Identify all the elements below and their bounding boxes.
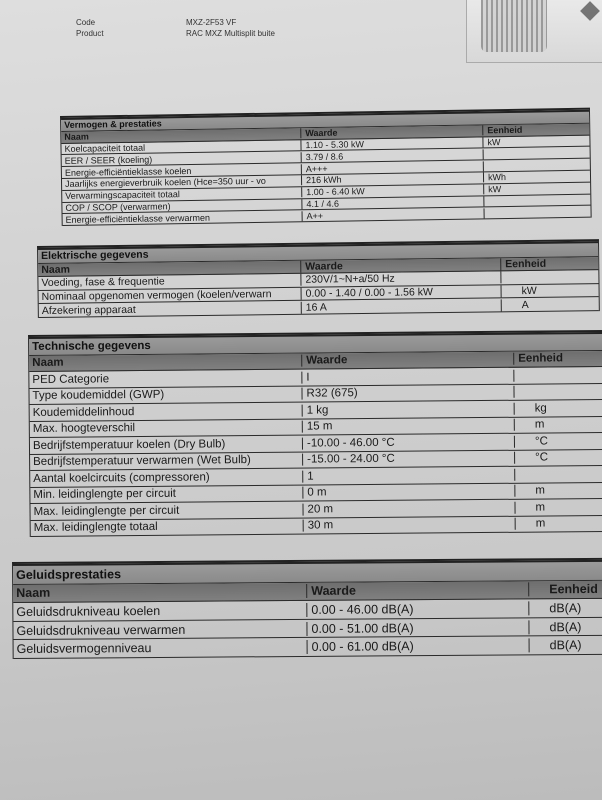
vermogen-table bbox=[60, 108, 592, 226]
col-waarde-header: Waarde bbox=[301, 126, 483, 139]
cell-eenheid bbox=[484, 164, 588, 166]
technisch-title-text: Technische gegevens bbox=[32, 339, 151, 353]
cell-waarde: 16 A bbox=[302, 299, 502, 313]
cell-waarde: I bbox=[302, 370, 514, 384]
cell-eenheid: m bbox=[535, 484, 546, 497]
cell-waarde: 20 m bbox=[303, 502, 515, 516]
cell-naam: Energie-efficiëntieklasse koelen bbox=[62, 164, 302, 178]
cell-eenheid bbox=[501, 277, 598, 278]
elektrisch-table bbox=[37, 239, 600, 318]
cell-waarde: 1 bbox=[303, 469, 515, 483]
cell-waarde: 1.00 - 6.40 kW bbox=[302, 185, 484, 198]
cell-eenheid: °C bbox=[535, 451, 549, 464]
cell-waarde: 4.1 / 4.6 bbox=[302, 196, 484, 209]
cell-eenheid: dB(A) bbox=[549, 619, 582, 634]
cell-waarde: 0.00 - 46.00 dB(A) bbox=[307, 601, 529, 617]
cell-naam: Bedrijfstemperatuur koelen (Dry Bulb) bbox=[30, 437, 303, 451]
geluid-table bbox=[12, 558, 602, 659]
cell-waarde: 0.00 - 1.40 / 0.00 - 1.56 kW bbox=[302, 285, 502, 299]
cell-naam: Nominaal opgenomen vermogen (koelen/verwarn bbox=[39, 288, 302, 303]
cell-waarde: 230V/1~N+a/50 Hz bbox=[301, 272, 501, 286]
cell-eenheid: kW bbox=[521, 284, 537, 298]
cell-eenheid: dB(A) bbox=[549, 638, 582, 653]
cell-eenheid: A bbox=[521, 298, 529, 311]
cell-waarde: A+++ bbox=[302, 161, 484, 174]
cell-naam: Koelcapaciteit totaal bbox=[61, 140, 301, 154]
cell-naam: Verwarmingscapaciteit totaal bbox=[62, 187, 302, 201]
code-label: Code bbox=[76, 18, 96, 27]
cell-eenheid bbox=[515, 391, 602, 392]
col-eenheid-header: Eenheid bbox=[487, 124, 523, 136]
vermogen-title-text: Vermogen & prestaties bbox=[64, 118, 162, 131]
geluid-title-text: Geluidsprestaties bbox=[16, 567, 122, 582]
cell-waarde: 0 m bbox=[303, 485, 515, 499]
col-waarde-header: Waarde bbox=[301, 258, 501, 272]
cell-waarde: 30 m bbox=[304, 518, 516, 532]
cell-eenheid bbox=[485, 211, 589, 213]
cell-naam: EER / SEER (koeling) bbox=[62, 152, 302, 166]
cell-waarde: -15.00 - 24.00 °C bbox=[303, 452, 515, 466]
col-naam-header: Naam bbox=[61, 128, 301, 142]
col-eenheid-header: Eenheid bbox=[549, 582, 598, 597]
cell-eenheid: dB(A) bbox=[549, 601, 582, 616]
cell-eenheid: kWh bbox=[487, 172, 507, 183]
table-row bbox=[14, 636, 602, 659]
cell-waarde: 1 kg bbox=[303, 403, 515, 417]
cell-eenheid: m bbox=[535, 517, 546, 530]
col-naam-header: Naam bbox=[29, 355, 302, 369]
cell-naam: Type koudemiddel (GWP) bbox=[29, 388, 302, 402]
cell-eenheid bbox=[515, 474, 602, 475]
cell-naam: COP / SCOP (verwarmen) bbox=[62, 199, 302, 213]
cell-naam: Min. leidinglengte per circuit bbox=[30, 487, 303, 501]
cell-eenheid: kg bbox=[534, 402, 547, 415]
product-header bbox=[76, 18, 275, 40]
cell-naam: Max. leidinglengte per circuit bbox=[30, 503, 303, 517]
cell-naam: Max. hoogteverschil bbox=[30, 421, 303, 435]
elektrisch-title-text: Elektrische gegevens bbox=[41, 248, 149, 263]
cell-naam: Bedrijfstemperatuur verwarmen (Wet Bulb) bbox=[30, 454, 303, 468]
cell-naam: Geluidsdrukniveau koelen bbox=[13, 603, 307, 619]
product-value: RAC MXZ Multisplit buite bbox=[186, 29, 275, 38]
cell-eenheid: m bbox=[534, 418, 545, 431]
cell-naam: Koudemiddelinhoud bbox=[30, 404, 303, 418]
cell-waarde: 1.10 - 5.30 kW bbox=[301, 137, 483, 150]
col-naam-header: Naam bbox=[38, 261, 301, 276]
cell-eenheid: kW bbox=[488, 184, 502, 195]
cell-naam: Afzekering apparaat bbox=[39, 301, 302, 316]
cell-waarde: 0.00 - 61.00 dB(A) bbox=[308, 639, 530, 655]
code-value: MXZ-2F53 VF bbox=[186, 18, 237, 27]
cell-naam: Max. leidinglengte totaal bbox=[31, 520, 304, 534]
col-waarde-header: Waarde bbox=[307, 583, 529, 599]
cell-naam: PED Categorie bbox=[29, 371, 302, 385]
cell-eenheid: °C bbox=[534, 435, 548, 448]
cell-eenheid bbox=[484, 200, 588, 202]
cell-eenheid bbox=[484, 152, 588, 154]
cell-waarde: 3.79 / 8.6 bbox=[302, 149, 484, 162]
technisch-table bbox=[28, 330, 602, 537]
cell-waarde: -10.00 - 46.00 °C bbox=[303, 436, 515, 450]
cell-waarde: 216 kWh bbox=[302, 173, 484, 186]
product-photo bbox=[466, 0, 602, 63]
cell-eenheid bbox=[514, 375, 602, 376]
cell-eenheid: m bbox=[535, 501, 546, 514]
cell-naam: Geluidsvermogenniveau bbox=[14, 640, 308, 656]
col-waarde-header: Waarde bbox=[302, 353, 514, 367]
col-eenheid-header: Eenheid bbox=[505, 257, 547, 271]
cell-eenheid: kW bbox=[487, 137, 501, 148]
cell-naam: Aantal koelcircuits (compressoren) bbox=[30, 470, 303, 484]
cell-naam: Geluidsdrukniveau verwarmen bbox=[13, 622, 307, 638]
col-naam-header: Naam bbox=[13, 584, 307, 600]
cell-waarde: 15 m bbox=[303, 419, 515, 433]
cell-naam: Jaarlijks energieverbruik koelen (Hce=350 uur - vo bbox=[62, 176, 302, 190]
cell-waarde: 0.00 - 51.00 dB(A) bbox=[307, 620, 529, 636]
fan-grill-graphic bbox=[481, 0, 547, 52]
cell-naam: Voeding, fase & frequentie bbox=[38, 274, 301, 289]
brand-logo-icon bbox=[580, 1, 600, 21]
cell-waarde: R32 (675) bbox=[302, 386, 514, 400]
cell-waarde: A++ bbox=[303, 208, 485, 221]
col-eenheid-header: Eenheid bbox=[518, 352, 564, 365]
product-label: Product bbox=[76, 29, 104, 38]
cell-naam: Energie-efficiëntieklasse verwarmen bbox=[63, 211, 303, 225]
